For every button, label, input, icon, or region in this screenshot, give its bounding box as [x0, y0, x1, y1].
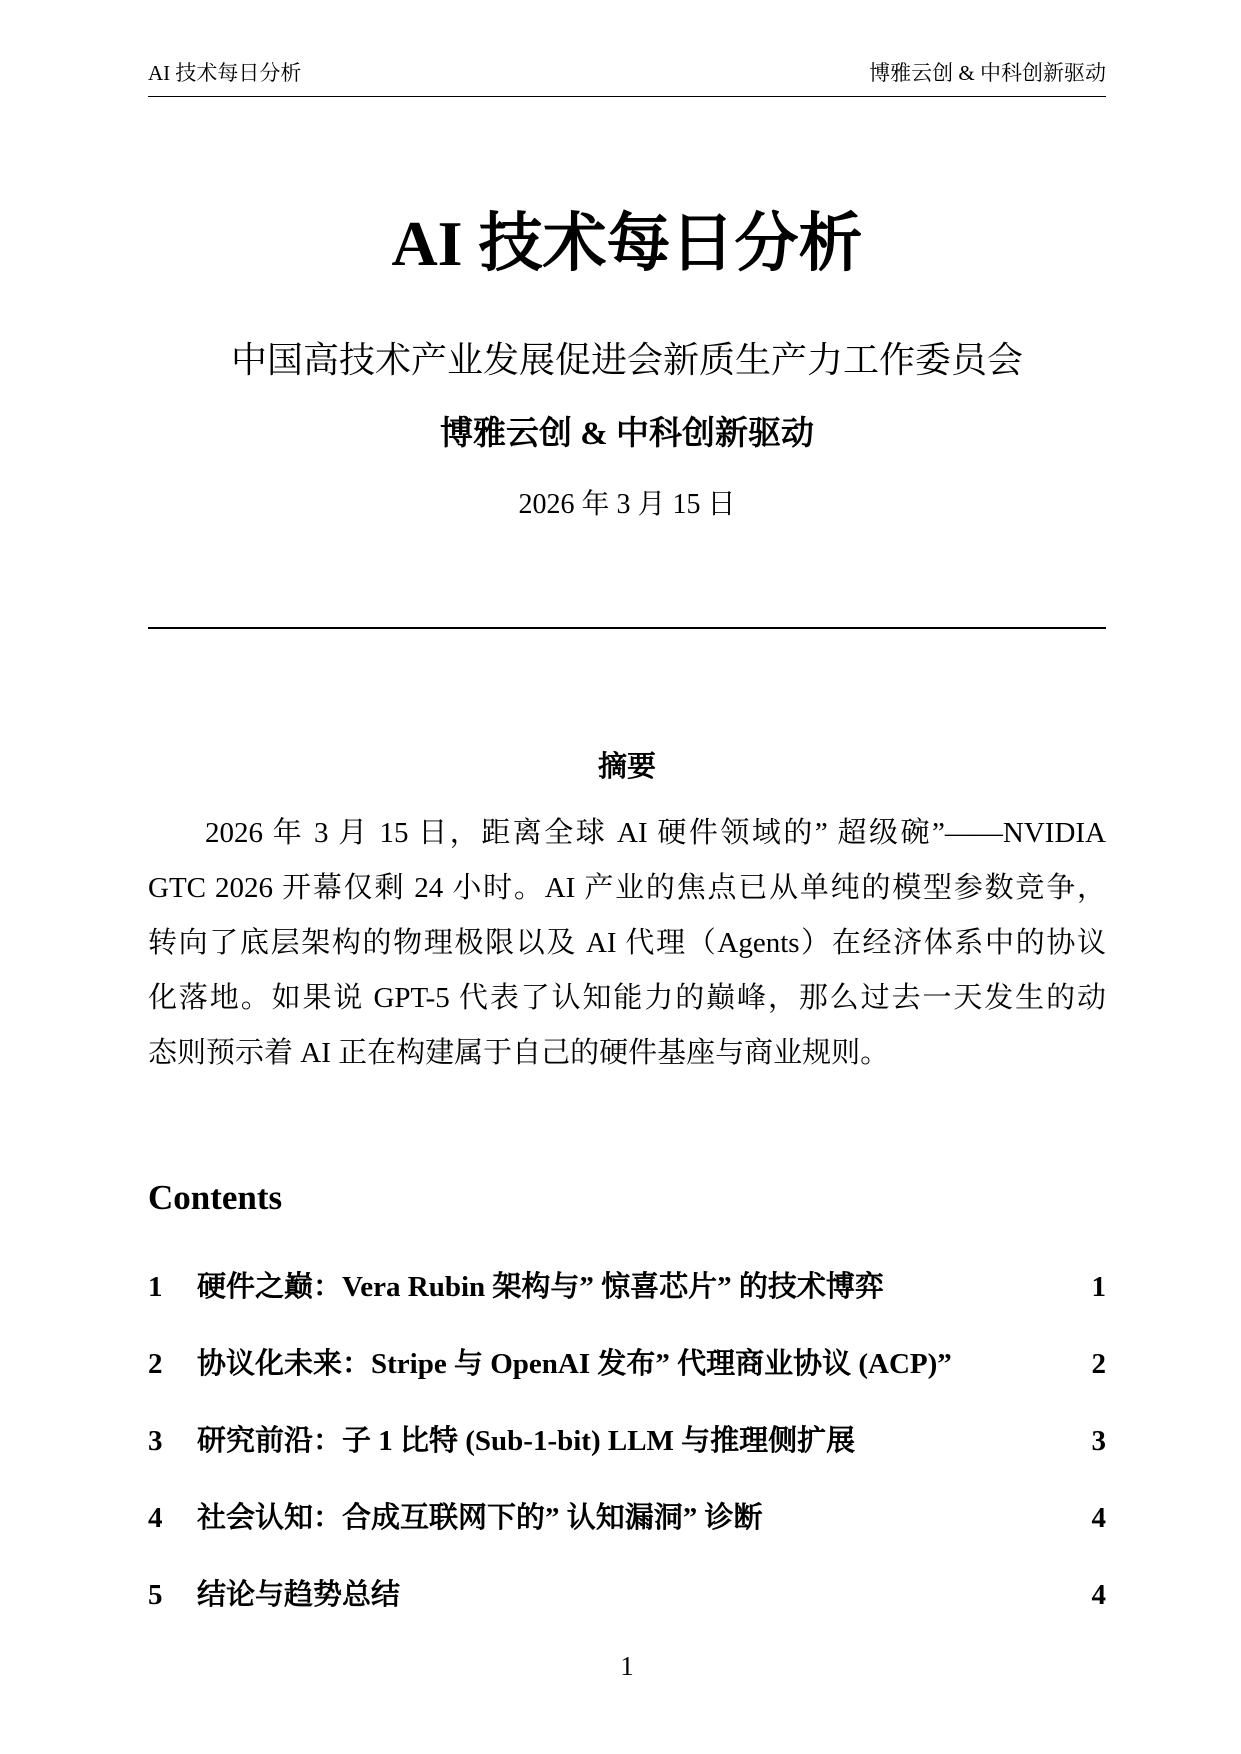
toc-entry-page: 3	[1091, 1425, 1106, 1457]
toc-entry-number: 3	[148, 1425, 163, 1457]
toc-entry-number: 2	[148, 1348, 163, 1380]
abstract-line: GTC 2026 开幕仅剩 24 小时。AI 产业的焦点已从单纯的模型参数竞争，	[148, 872, 1106, 904]
toc-entry-4[interactable]	[148, 1499, 1106, 1537]
toc-entry-page: 2	[1091, 1348, 1106, 1380]
document-authors: 博雅云创 & 中科创新驱动	[440, 416, 814, 452]
running-header	[148, 58, 1106, 88]
abstract-text	[148, 806, 1106, 1081]
toc-entry-3[interactable]	[148, 1422, 1106, 1460]
toc-entry-page: 4	[1091, 1579, 1106, 1611]
running-header-right: 博雅云创 & 中科创新驱动	[869, 61, 1106, 85]
abstract-line: 2026 年 3 月 15 日，距离全球 AI 硬件领域的” 超级碗”——NVIDIA	[205, 817, 1106, 849]
abstract-line: 转向了底层架构的物理极限以及 AI 代理（Agents）在经济体系中的协议	[148, 927, 1106, 959]
toc-entry-2[interactable]	[148, 1345, 1106, 1383]
document-title: AI 技术每日分析	[391, 208, 863, 279]
toc-entry-number: 4	[148, 1502, 163, 1534]
toc-entry-page: 4	[1091, 1502, 1106, 1534]
abstract-line: 化落地。如果说 GPT-5 代表了认知能力的巅峰，那么过去一天发生的动	[148, 982, 1106, 1014]
toc-entry-title: 结论与趋势总结	[197, 1579, 401, 1611]
abstract-heading: 摘要	[597, 751, 656, 783]
toc-entry-1[interactable]	[148, 1268, 1106, 1306]
title-separator-rule	[148, 627, 1106, 629]
contents-heading: Contents	[148, 1178, 283, 1217]
document-date: 2026 年 3 月 15 日	[518, 489, 736, 520]
header-rule	[148, 96, 1106, 97]
table-of-contents	[148, 1268, 1106, 1653]
toc-entry-title: 硬件之巅：Vera Rubin 架构与” 惊喜芯片” 的技术博弈	[197, 1271, 884, 1303]
abstract-line: 态则预示着 AI 正在构建属于自己的硬件基座与商业规则。	[148, 1037, 890, 1069]
toc-entry-5[interactable]	[148, 1576, 1106, 1614]
toc-entry-title: 社会认知：合成互联网下的” 认知漏洞” 诊断	[197, 1502, 763, 1534]
page-number: 1	[620, 1651, 634, 1681]
toc-entry-title: 研究前沿：子 1 比特 (Sub-1-bit) LLM 与推理侧扩展	[197, 1425, 856, 1457]
running-header-left: AI 技术每日分析	[148, 61, 302, 85]
toc-entry-page: 1	[1091, 1271, 1106, 1303]
toc-entry-number: 1	[148, 1271, 163, 1303]
toc-entry-number: 5	[148, 1579, 163, 1611]
document-subtitle: 中国高技术产业发展促进会新质生产力工作委员会	[230, 340, 1023, 380]
toc-entry-title: 协议化未来：Stripe 与 OpenAI 发布” 代理商业协议 (ACP)”	[197, 1348, 952, 1380]
